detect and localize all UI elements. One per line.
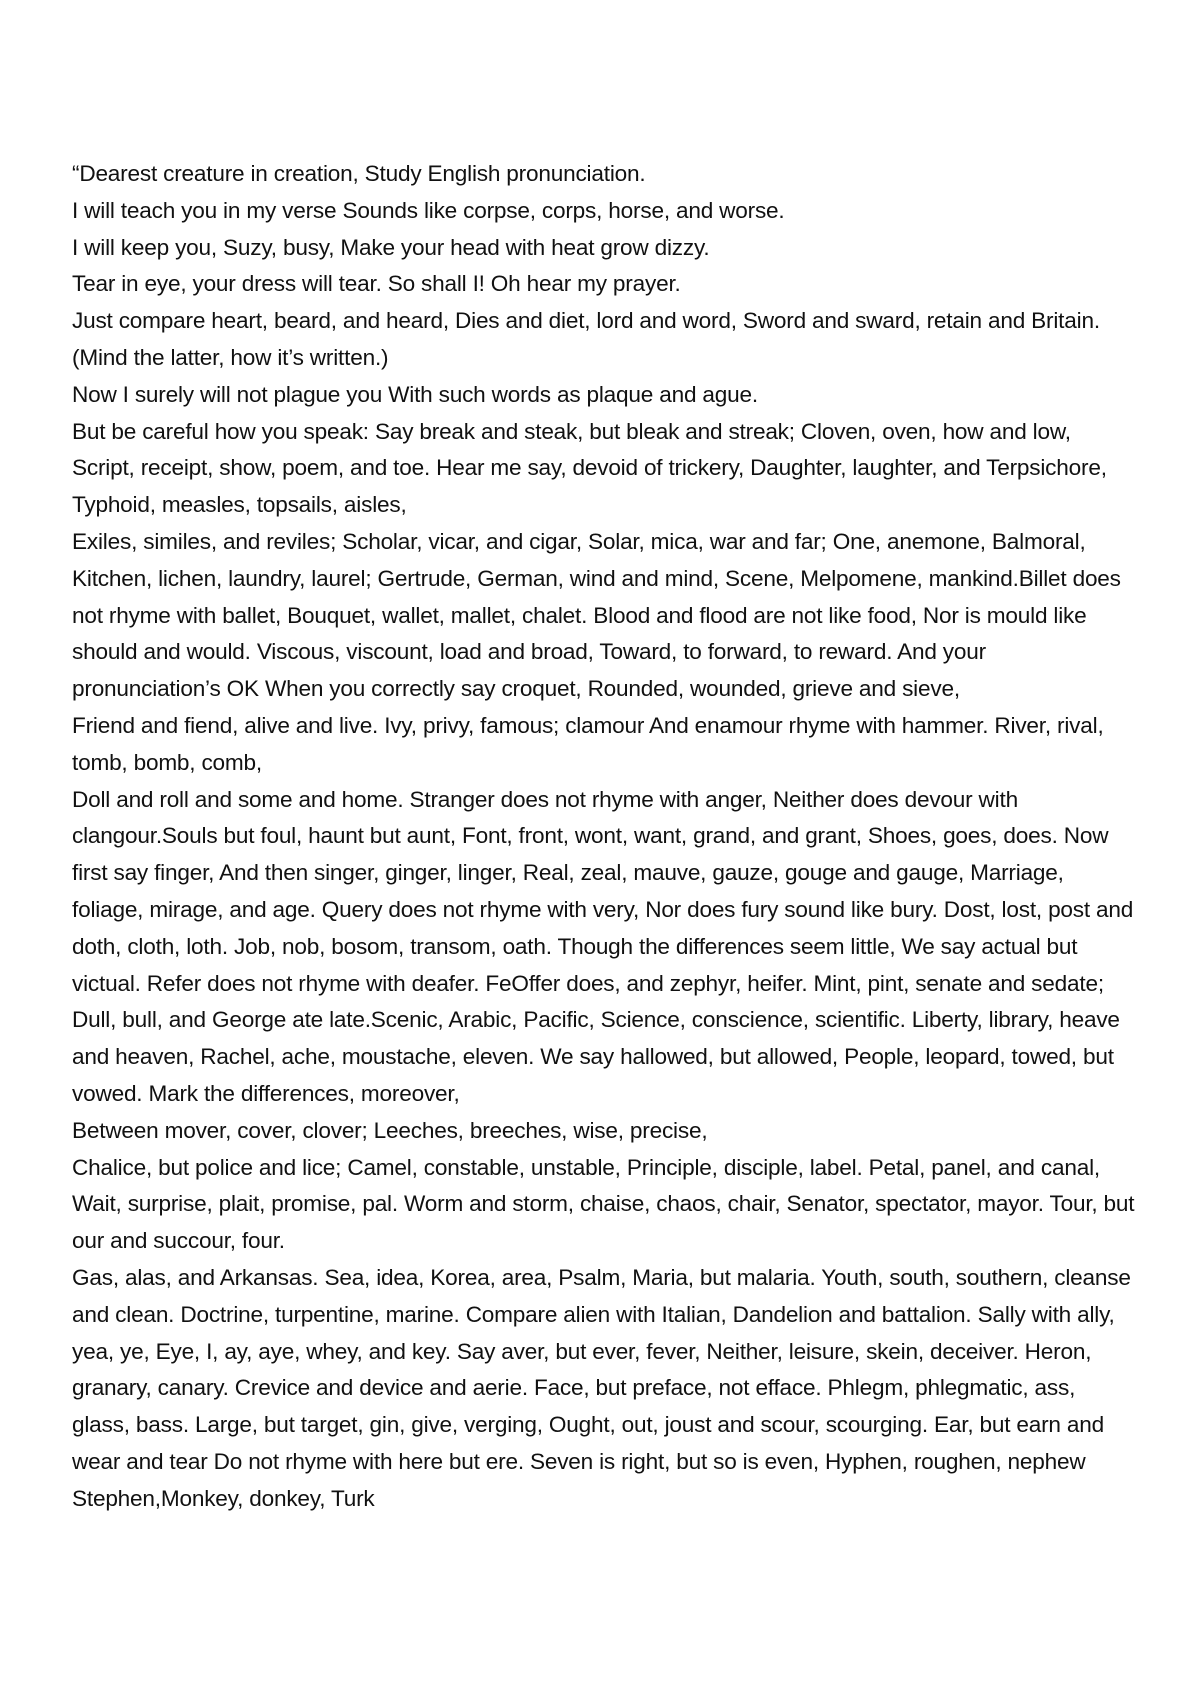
poem-paragraph: But be careful how you speak: Say break and steak, but bleak and streak; Cloven, oven, how and low, Script, receipt, show, poem, and toe. Hear me say, devoid of trickery, Daughter, laughter, and Terpsichore, Typhoid, measles, topsails, aisles,: [72, 418, 1107, 518]
poem-paragraph: Just compare heart, beard, and heard, Dies and diet, lord and word, Sword and sward, retain and Britain.: [72, 308, 1100, 334]
poem-line: Now I surely will not plague you With such words as plaque and ague.: [72, 381, 758, 407]
poem-paragraph: Friend and fiend, alive and live. Ivy, privy, famous; clamour And enamour rhyme with hammer. River, rival, tomb, bomb, comb,: [72, 712, 1104, 775]
poem-line: Between mover, cover, clover; Leeches, breeches, wise, precise,: [72, 1117, 708, 1143]
poem-line: “Dearest creature in creation, Study English pronunciation.: [72, 161, 646, 186]
poem-line: I will teach you in my verse Sounds like corpse, corps, horse, and worse.: [72, 197, 785, 223]
poem-line: I will keep you, Suzy, busy, Make your head with heat grow dizzy.: [72, 234, 710, 260]
poem-line: Tear in eye, your dress will tear. So shall I! Oh hear my prayer.: [72, 271, 681, 297]
poem-paragraph: Chalice, but police and lice; Camel, constable, unstable, Principle, disciple, label. Petal, panel, and canal, Wait, surprise, plait, promise, pal. Worm and storm, chaise, chaos, chair, Senator, spectator, mayor. Tour, but our and succour, four.: [72, 1154, 1135, 1254]
poem-paragraph: Gas, alas, and Arkansas. Sea, idea, Korea, area, Psalm, Maria, but malaria. Youth, south, southern, cleanse and clean. Doctrine, turpentine, marine. Compare alien with Italian, Dandelion and battalion. Sally with ally, yea, ye, Eye, I, ay, aye, whey, and key. Say aver, but ever, fever, Neither, leisure, skein, deceiver. Heron, granary, canary. Crevice and device and aerie. Face, but preface, not efface. Phlegm, phlegmatic, ass, glass, bass. Large, but target, gin, give, verging, Ought, out, joust and scour, scourging. Ear, but earn and wear and tear Do not rhyme with here but ere. Seven is right, but so is even, Hyphen, roughen, nephew Stephen,Monkey, donkey, Turk: [72, 1264, 1131, 1511]
poem-line: (Mind the latter, how it’s written.): [72, 344, 389, 370]
poem-paragraph: Doll and roll and some and home. Stranger does not rhyme with anger, Neither does devour with clangour.Souls but foul, haunt but aunt, Font, front, wont, want, grand, and grant, Shoes, goes, does. Now first say finger, And then singer, ginger, linger, Real, zeal, mauve, gauze, gouge and gauge, Marriage, foliage, mirage, and age. Query does not rhyme with very, Nor does fury sound like bury. Dost, lost, post and doth, cloth, loth. Job, nob, bosom, transom, oath. Though the differences seem little, We say actual but victual. Refer does not rhyme with deafer. FeOffer does, and zephyr, heifer. Mint, pint, senate and sedate; Dull, bull, and George ate late.Scenic, Arabic, Pacific, Science, conscience, scientific. Liberty, library, heave and heaven, Rachel, ache, moustache, eleven. We say hallowed, but allowed, People, leopard, towed, but vowed. Mark the differences, moreover,: [72, 786, 1134, 1106]
poem-text: [72, 156, 1136, 1517]
poem-paragraph: Exiles, similes, and reviles; Scholar, vicar, and cigar, Solar, mica, war and far; One, anemone, Balmoral, Kitchen, lichen, laundry, laurel; Gertrude, German, wind and mind, Scene, Melpomene, mankind.Billet does not rhyme with ballet, Bouquet, wallet, mallet, chalet. Blood and flood are not like food, Nor is mould like should and would. Viscous, viscount, load and broad, Toward, to forward, to reward. And your pronunciation’s OK When you correctly say croquet, Rounded, wounded, grieve and sieve,: [72, 528, 1121, 702]
